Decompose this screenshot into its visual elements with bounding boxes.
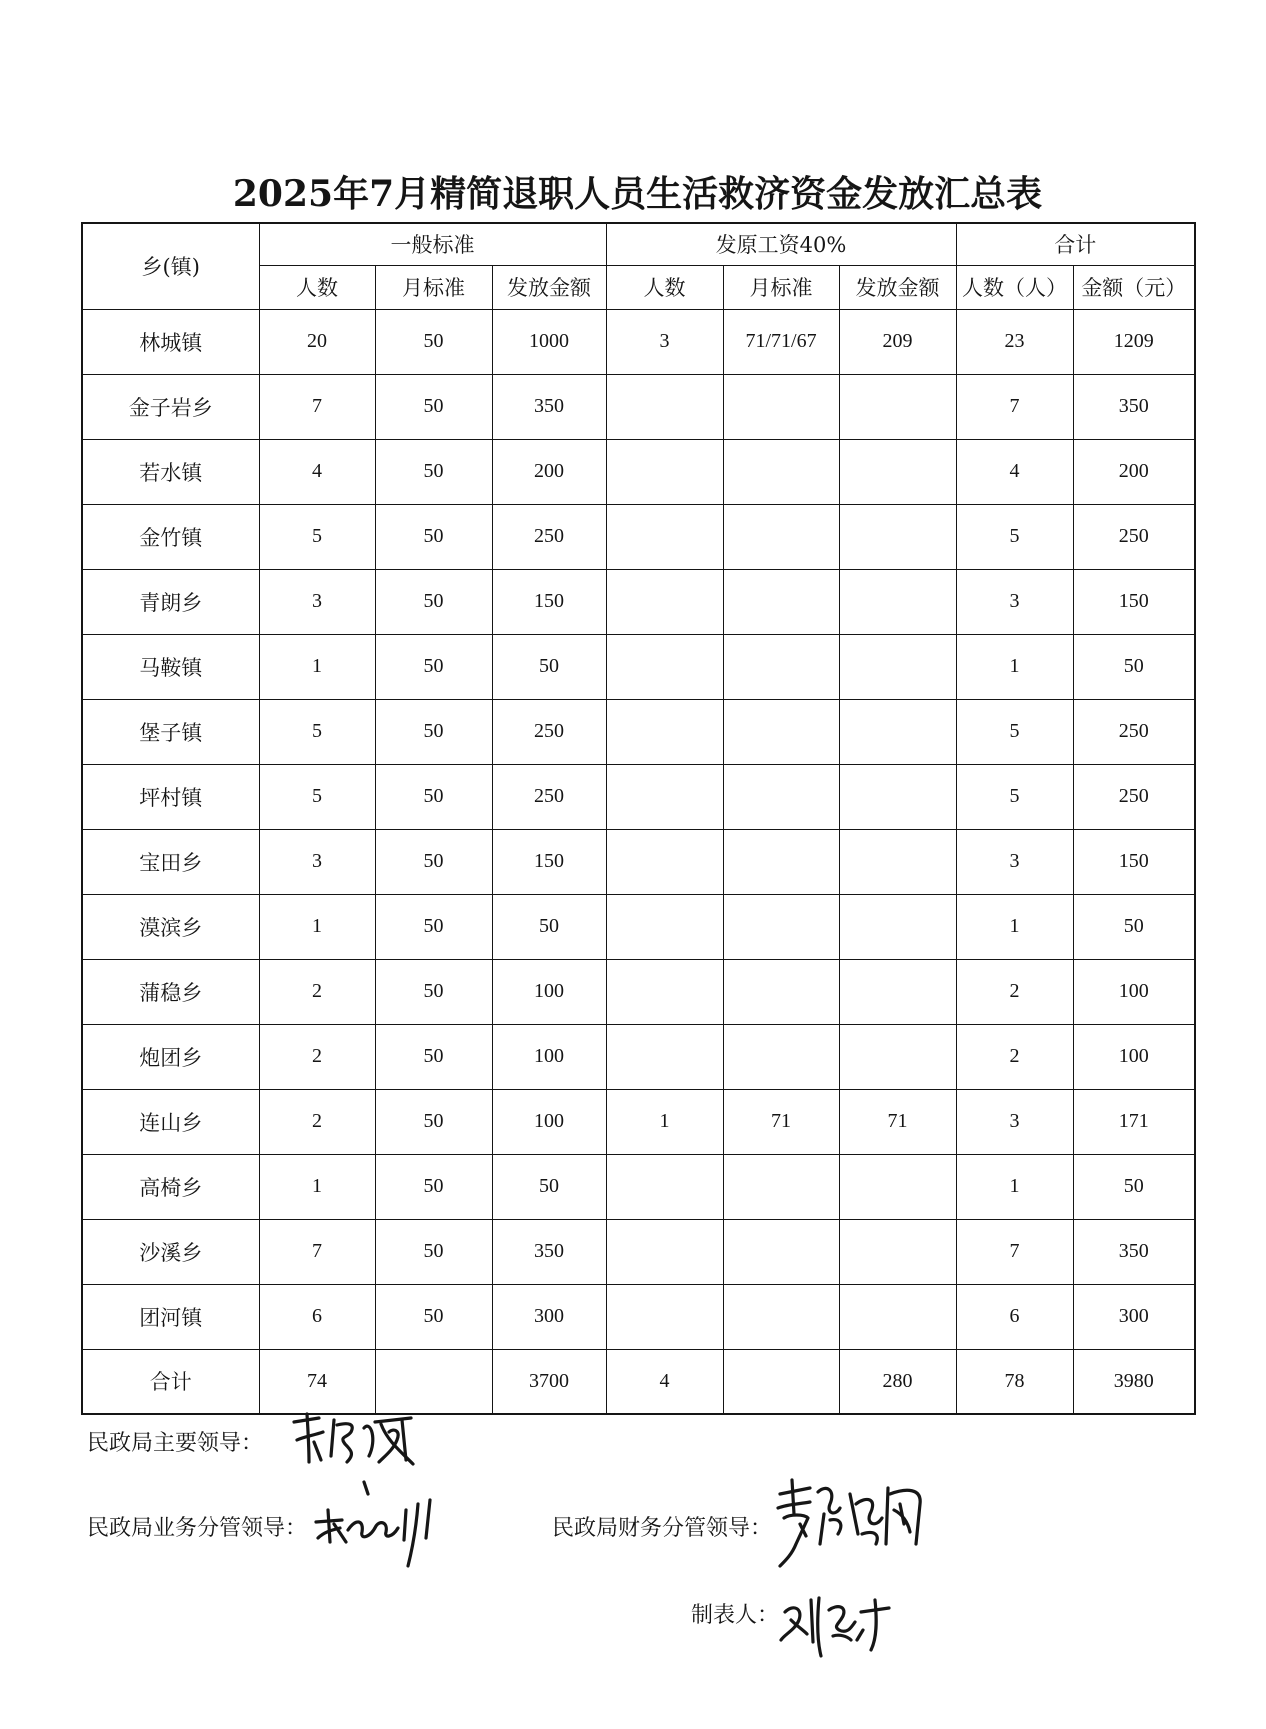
cell-wage40-amount — [839, 569, 956, 634]
cell-wage40-amount — [839, 374, 956, 439]
business-leader-label: 民政局业务分管领导： — [87, 1516, 308, 1541]
cell-wage40-monthly-standard — [723, 959, 839, 1024]
cell-general-monthly-standard — [375, 1349, 492, 1414]
table-row — [82, 764, 1195, 829]
cell-general-monthly-standard: 50 — [375, 829, 492, 894]
cell-general-count: 5 — [259, 504, 375, 569]
table-row — [82, 1154, 1195, 1219]
table-row — [82, 1024, 1195, 1089]
table-row — [82, 1284, 1195, 1349]
cell-total-amount: 300 — [1073, 1284, 1195, 1349]
cell-wage40-count — [606, 374, 723, 439]
finance-leader-label: 民政局财务分管领导： — [552, 1516, 773, 1541]
table-row — [82, 959, 1195, 1024]
cell-wage40-count — [606, 959, 723, 1024]
cell-general-monthly-standard: 50 — [375, 1219, 492, 1284]
cell-total-amount: 150 — [1073, 569, 1195, 634]
cell-total-amount: 100 — [1073, 959, 1195, 1024]
cell-total-count: 3 — [956, 1089, 1073, 1154]
cell-general-amount: 50 — [492, 894, 606, 959]
cell-general-monthly-standard: 50 — [375, 1089, 492, 1154]
cell-wage40-count — [606, 569, 723, 634]
cell-general-amount: 50 — [492, 634, 606, 699]
signature-main-leader — [289, 1410, 419, 1472]
header-group-original-wage-40: 发原工资40% — [606, 223, 956, 265]
cell-wage40-monthly-standard — [723, 699, 839, 764]
table-body — [82, 309, 1195, 1414]
table-row — [82, 699, 1195, 764]
header-wage40-monthly-standard: 月标准 — [723, 265, 839, 309]
signature-strokes — [781, 1598, 889, 1656]
cell-general-monthly-standard: 50 — [375, 894, 492, 959]
cell-general-monthly-standard: 50 — [375, 699, 492, 764]
cell-general-count: 5 — [259, 764, 375, 829]
cell-wage40-monthly-standard — [723, 374, 839, 439]
cell-general-amount: 100 — [492, 959, 606, 1024]
cell-general-count: 1 — [259, 894, 375, 959]
cell-town-name: 高椅乡 — [82, 1154, 259, 1219]
cell-total-amount: 250 — [1073, 504, 1195, 569]
cell-general-monthly-standard: 50 — [375, 1154, 492, 1219]
cell-wage40-count: 1 — [606, 1089, 723, 1154]
cell-wage40-count: 3 — [606, 309, 723, 374]
summary-table-container — [81, 222, 1196, 1415]
cell-wage40-monthly-standard — [723, 1154, 839, 1219]
cell-total-count: 1 — [956, 634, 1073, 699]
table-row — [82, 1089, 1195, 1154]
cell-wage40-monthly-standard — [723, 1219, 839, 1284]
header-general-monthly-standard: 月标准 — [375, 265, 492, 309]
table-row — [82, 439, 1195, 504]
cell-general-monthly-standard: 50 — [375, 764, 492, 829]
cell-wage40-monthly-standard — [723, 634, 839, 699]
header-group-general-standard: 一般标准 — [259, 223, 606, 265]
document-title: 2025年7月精简退职人员生活救济资金发放汇总表 — [232, 173, 1043, 215]
table-row — [82, 374, 1195, 439]
cell-wage40-monthly-standard — [723, 439, 839, 504]
cell-total-amount: 150 — [1073, 829, 1195, 894]
header-wage40-amount: 发放金额 — [839, 265, 956, 309]
cell-wage40-count: 4 — [606, 1349, 723, 1414]
cell-town-name: 坪村镇 — [82, 764, 259, 829]
cell-wage40-count — [606, 1219, 723, 1284]
cell-total-amount: 200 — [1073, 439, 1195, 504]
cell-total-count: 5 — [956, 699, 1073, 764]
cell-total-amount: 350 — [1073, 374, 1195, 439]
cell-general-monthly-standard: 50 — [375, 959, 492, 1024]
cell-general-count: 5 — [259, 699, 375, 764]
cell-general-amount: 50 — [492, 1154, 606, 1219]
signature-strokes — [294, 1414, 413, 1464]
cell-town-name: 宝田乡 — [82, 829, 259, 894]
cell-wage40-amount — [839, 504, 956, 569]
cell-total-label: 合计 — [82, 1349, 259, 1414]
cell-total-count: 3 — [956, 829, 1073, 894]
cell-general-amount: 150 — [492, 569, 606, 634]
cell-wage40-amount — [839, 1284, 956, 1349]
cell-wage40-count — [606, 439, 723, 504]
cell-town-name: 炮团乡 — [82, 1024, 259, 1089]
cell-general-count: 1 — [259, 1154, 375, 1219]
header-general-amount: 发放金额 — [492, 265, 606, 309]
cell-general-amount: 1000 — [492, 309, 606, 374]
header-wage40-count: 人数 — [606, 265, 723, 309]
cell-total-count: 7 — [956, 374, 1073, 439]
cell-total-count: 2 — [956, 1024, 1073, 1089]
cell-town-name: 若水镇 — [82, 439, 259, 504]
cell-town-name: 林城镇 — [82, 309, 259, 374]
cell-general-count: 2 — [259, 959, 375, 1024]
cell-total-count: 4 — [956, 439, 1073, 504]
cell-wage40-amount: 71 — [839, 1089, 956, 1154]
cell-general-amount: 150 — [492, 829, 606, 894]
cell-total-count: 78 — [956, 1349, 1073, 1414]
cell-wage40-count — [606, 1154, 723, 1219]
table-row — [82, 309, 1195, 374]
cell-wage40-monthly-standard — [723, 829, 839, 894]
cell-wage40-amount — [839, 699, 956, 764]
cell-general-monthly-standard: 50 — [375, 439, 492, 504]
cell-general-count: 1 — [259, 634, 375, 699]
cell-total-count: 5 — [956, 764, 1073, 829]
table-row — [82, 634, 1195, 699]
cell-general-amount: 100 — [492, 1089, 606, 1154]
cell-general-amount: 100 — [492, 1024, 606, 1089]
cell-wage40-monthly-standard — [723, 1284, 839, 1349]
cell-general-amount: 350 — [492, 374, 606, 439]
cell-town-name: 连山乡 — [82, 1089, 259, 1154]
summary-table — [81, 222, 1196, 1415]
cell-general-count: 3 — [259, 829, 375, 894]
header-row-groups — [82, 223, 1195, 265]
cell-wage40-monthly-standard — [723, 764, 839, 829]
cell-wage40-amount — [839, 439, 956, 504]
cell-wage40-monthly-standard — [723, 504, 839, 569]
cell-general-count: 4 — [259, 439, 375, 504]
signature-business-leader — [312, 1480, 447, 1570]
cell-general-count: 3 — [259, 569, 375, 634]
cell-general-monthly-standard: 50 — [375, 374, 492, 439]
cell-town-name: 堡子镇 — [82, 699, 259, 764]
cell-town-name: 青朗乡 — [82, 569, 259, 634]
cell-general-monthly-standard: 50 — [375, 634, 492, 699]
cell-wage40-count — [606, 764, 723, 829]
header-total-amount: 金额（元） — [1073, 265, 1195, 309]
cell-wage40-amount: 209 — [839, 309, 956, 374]
cell-wage40-amount: 280 — [839, 1349, 956, 1414]
cell-total-amount: 3980 — [1073, 1349, 1195, 1414]
cell-general-count: 74 — [259, 1349, 375, 1414]
signature-strokes — [778, 1480, 920, 1566]
cell-total-count: 7 — [956, 1219, 1073, 1284]
cell-wage40-count — [606, 894, 723, 959]
cell-total-amount: 250 — [1073, 764, 1195, 829]
cell-wage40-monthly-standard: 71 — [723, 1089, 839, 1154]
cell-general-amount: 250 — [492, 699, 606, 764]
cell-total-amount: 100 — [1073, 1024, 1195, 1089]
table-total-row — [82, 1349, 1195, 1414]
cell-total-count: 2 — [956, 959, 1073, 1024]
cell-general-amount: 350 — [492, 1219, 606, 1284]
signature-finance-leader — [770, 1474, 930, 1570]
cell-town-name: 马鞍镇 — [82, 634, 259, 699]
cell-general-amount: 250 — [492, 504, 606, 569]
cell-wage40-count — [606, 829, 723, 894]
cell-wage40-count — [606, 504, 723, 569]
cell-general-monthly-standard: 50 — [375, 1284, 492, 1349]
cell-town-name: 蒲稳乡 — [82, 959, 259, 1024]
cell-general-count: 20 — [259, 309, 375, 374]
cell-wage40-monthly-standard: 71/71/67 — [723, 309, 839, 374]
table-row — [82, 894, 1195, 959]
cell-wage40-amount — [839, 634, 956, 699]
cell-general-amount: 200 — [492, 439, 606, 504]
table-row — [82, 829, 1195, 894]
cell-general-count: 2 — [259, 1024, 375, 1089]
cell-general-amount: 300 — [492, 1284, 606, 1349]
header-town: 乡(镇) — [82, 223, 259, 309]
cell-general-monthly-standard: 50 — [375, 1024, 492, 1089]
table-row — [82, 1219, 1195, 1284]
cell-general-count: 7 — [259, 1219, 375, 1284]
cell-wage40-amount — [839, 894, 956, 959]
table-row — [82, 569, 1195, 634]
cell-wage40-monthly-standard — [723, 1024, 839, 1089]
cell-wage40-count — [606, 1024, 723, 1089]
cell-total-amount: 50 — [1073, 634, 1195, 699]
cell-wage40-count — [606, 1284, 723, 1349]
cell-general-count: 6 — [259, 1284, 375, 1349]
cell-general-monthly-standard: 50 — [375, 569, 492, 634]
signature-preparer — [777, 1590, 895, 1658]
cell-wage40-count — [606, 634, 723, 699]
cell-wage40-amount — [839, 764, 956, 829]
header-total-count: 人数（人） — [956, 265, 1073, 309]
cell-general-monthly-standard: 50 — [375, 504, 492, 569]
cell-total-amount: 350 — [1073, 1219, 1195, 1284]
cell-wage40-monthly-standard — [723, 569, 839, 634]
cell-town-name: 沙溪乡 — [82, 1219, 259, 1284]
cell-total-amount: 171 — [1073, 1089, 1195, 1154]
cell-general-amount: 250 — [492, 764, 606, 829]
cell-total-amount: 250 — [1073, 699, 1195, 764]
table-row — [82, 504, 1195, 569]
cell-wage40-amount — [839, 1024, 956, 1089]
cell-wage40-count — [606, 699, 723, 764]
cell-wage40-monthly-standard — [723, 1349, 839, 1414]
cell-total-amount: 50 — [1073, 1154, 1195, 1219]
main-leader-label: 民政局主要领导： — [87, 1431, 264, 1456]
cell-total-count: 5 — [956, 504, 1073, 569]
signature-strokes — [316, 1482, 430, 1566]
cell-wage40-monthly-standard — [723, 894, 839, 959]
cell-town-name: 金子岩乡 — [82, 374, 259, 439]
cell-general-count: 2 — [259, 1089, 375, 1154]
cell-total-count: 1 — [956, 1154, 1073, 1219]
cell-town-name: 漠滨乡 — [82, 894, 259, 959]
cell-wage40-amount — [839, 829, 956, 894]
cell-town-name: 团河镇 — [82, 1284, 259, 1349]
cell-total-count: 23 — [956, 309, 1073, 374]
cell-general-count: 7 — [259, 374, 375, 439]
cell-wage40-amount — [839, 1219, 956, 1284]
cell-total-amount: 1209 — [1073, 309, 1195, 374]
cell-general-amount: 3700 — [492, 1349, 606, 1414]
cell-general-monthly-standard: 50 — [375, 309, 492, 374]
cell-wage40-amount — [839, 1154, 956, 1219]
cell-total-amount: 50 — [1073, 894, 1195, 959]
cell-town-name: 金竹镇 — [82, 504, 259, 569]
cell-wage40-amount — [839, 959, 956, 1024]
cell-total-count: 3 — [956, 569, 1073, 634]
header-general-count: 人数 — [259, 265, 375, 309]
cell-total-count: 6 — [956, 1284, 1073, 1349]
cell-total-count: 1 — [956, 894, 1073, 959]
header-group-total: 合计 — [956, 223, 1195, 265]
preparer-label: 制表人： — [691, 1603, 780, 1628]
